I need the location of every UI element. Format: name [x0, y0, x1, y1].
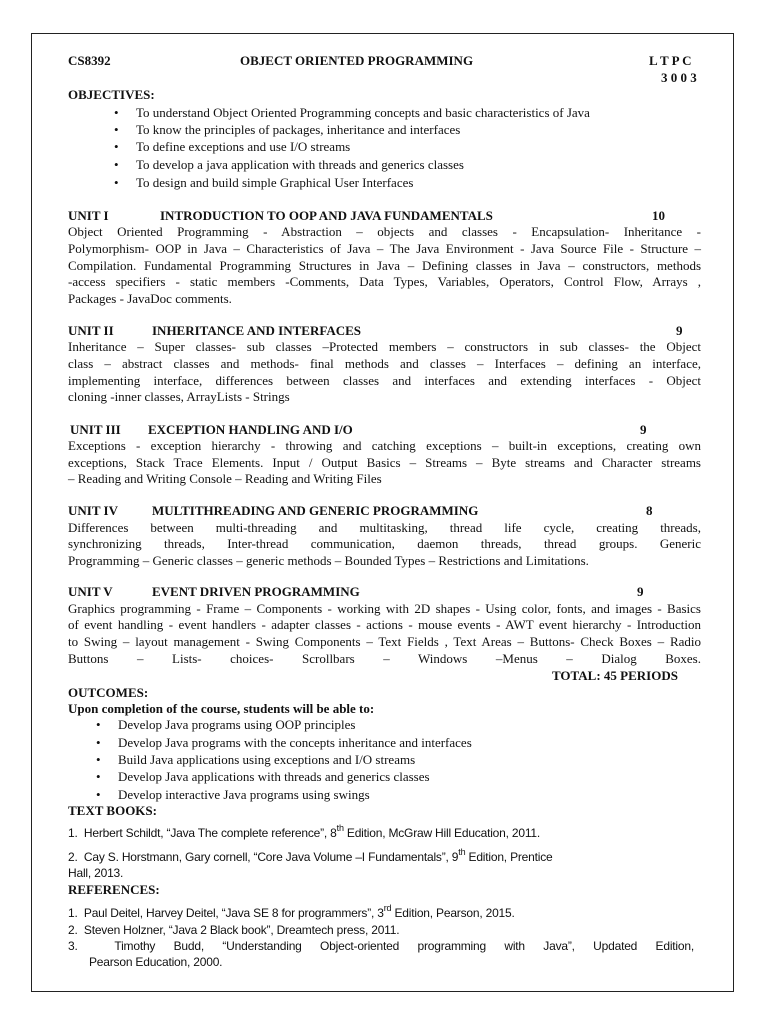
unit-body-line: cloning -inner classes, ArrayLists - Strings: [68, 389, 290, 404]
reference-item-continued: Pearson Education, 2000.: [89, 955, 223, 969]
objectives-heading: OBJECTIVES:: [68, 87, 155, 102]
unit-body-line: class – abstract classes and methods- final methods and classes – Interfaces – defining an interface,: [68, 356, 701, 371]
outcomes-intro: Upon completion of the course, students will be able to:: [68, 701, 375, 716]
course-code: CS8392: [68, 53, 111, 68]
unit-title: INTRODUCTION TO OOP AND JAVA FUNDAMENTALS: [160, 208, 493, 223]
unit-body-line: of event handling - event handlers - adapter classes - actions - mouse events - AWT event hierarchy - Introduction: [68, 617, 701, 632]
outcome-item: • Develop Java programs using OOP principles: [118, 716, 355, 733]
outcome-item: • Develop Java applications with threads and generics classes: [118, 768, 430, 785]
ltpc-label: L T P C: [649, 53, 692, 68]
objective-item: • To design and build simple Graphical User Interfaces: [136, 174, 413, 191]
unit-body-line: -access specifiers - static members -Comments, Data Types, Variables, Operators, Control Flow, Arrays ,: [68, 274, 701, 289]
text-book-item: 1. Herbert Schildt, “Java The complete reference”, 8th Edition, McGraw Hill Education, 2011.: [68, 823, 541, 840]
unit-title: INHERITANCE AND INTERFACES: [152, 323, 361, 338]
ltpc-values: 3 0 0 3: [661, 70, 697, 85]
unit-body-line: Compilation. Fundamental Programming Structures in Java – Defining classes in Java – constructors, methods: [68, 258, 701, 273]
unit-body-line: Inheritance – Super classes- sub classes –Protected members – constructors in sub classes- the Object: [68, 339, 701, 354]
unit-body-line: implementing interface, differences between classes and interfaces and extending interfaces - Object: [68, 373, 701, 388]
unit-body-line: Exceptions - exception hierarchy - throwing and catching exceptions – built-in exceptions, creating own: [68, 438, 701, 453]
unit-hours: 9: [676, 323, 683, 338]
text-book-item-continued: Hall, 2013.: [68, 866, 124, 880]
unit-body-line: Buttons – Lists- choices- Scrollbars – Windows –Menus – Dialog Boxes.: [68, 651, 701, 666]
unit-hours: 9: [640, 422, 647, 437]
course-title: OBJECT ORIENTED PROGRAMMING: [240, 53, 474, 68]
total-periods: TOTAL: 45 PERIODS: [552, 668, 678, 683]
unit-body-line: exceptions, Stack Trace Elements. Input / Output Basics – Streams – Byte streams and Character streams: [68, 455, 701, 470]
objective-item: • To understand Object Oriented Programming concepts and basic characteristics of Java: [136, 104, 590, 121]
unit-label: UNIT I: [68, 208, 109, 223]
unit-label: UNIT III: [70, 422, 121, 437]
objective-item: • To develop a java application with threads and generics classes: [136, 156, 464, 173]
unit-label: UNIT IV: [68, 503, 118, 518]
reference-item: 3. Timothy Budd, “Understanding Object-oriented programming with Java”, Updated Edition,: [68, 939, 694, 953]
unit-body-line: – Reading and Writing Console – Reading and Writing Files: [68, 471, 382, 486]
unit-title: EXCEPTION HANDLING AND I/O: [148, 422, 353, 437]
unit-body-line: synchronizing threads, Inter-thread communication, daemon threads, thread groups. Generic: [68, 536, 701, 551]
outcome-item: • Develop Java programs with the concepts inheritance and interfaces: [118, 734, 472, 751]
unit-label: UNIT V: [68, 584, 113, 599]
unit-body-line: Differences between multi-threading and multitasking, thread life cycle, creating threads,: [68, 520, 701, 535]
unit-body-line: Packages - JavaDoc comments.: [68, 291, 232, 306]
unit-label: UNIT II: [68, 323, 114, 338]
unit-hours: 8: [646, 503, 653, 518]
unit-hours: 10: [652, 208, 665, 223]
reference-item: 1. Paul Deitel, Harvey Deitel, “Java SE 8 for programmers”, 3rd Edition, Pearson, 2015.: [68, 903, 515, 920]
unit-body-line: to Swing – layout management - Swing Components – Text Fields , Text Areas – Buttons- Check Boxes – Radio: [68, 634, 701, 649]
unit-body-line: Polymorphism- OOP in Java – Characteristics of Java – The Java Environment - Java Source File - Structure –: [68, 241, 701, 256]
unit-title: EVENT DRIVEN PROGRAMMING: [152, 584, 360, 599]
unit-body-line: Graphics programming - Frame – Components - working with 2D shapes - Using color, fonts, and images - Basics: [68, 601, 701, 616]
unit-hours: 9: [637, 584, 644, 599]
objective-item: • To know the principles of packages, inheritance and interfaces: [136, 121, 460, 138]
reference-item: 2. Steven Holzner, “Java 2 Black book”, Dreamtech press, 2011.: [68, 923, 400, 937]
objective-item: • To define exceptions and use I/O streams: [136, 138, 350, 155]
outcome-item: • Develop interactive Java programs using swings: [118, 786, 370, 803]
text-book-item: 2. Cay S. Horstmann, Gary cornell, “Core Java Volume –I Fundamentals”, 9th Edition, Prentice: [68, 847, 553, 864]
unit-body-line: Object Oriented Programming - Abstraction – objects and classes - Encapsulation- Inheritance -: [68, 224, 701, 239]
unit-title: MULTITHREADING AND GENERIC PROGRAMMING: [152, 503, 479, 518]
unit-body-line: Programming – Generic classes – generic methods – Bounded Types – Restrictions and Limitations.: [68, 553, 589, 568]
text-books-heading: TEXT BOOKS:: [68, 803, 157, 818]
references-heading: REFERENCES:: [68, 882, 160, 897]
outcomes-heading: OUTCOMES:: [68, 685, 149, 700]
outcome-item: • Build Java applications using exceptions and I/O streams: [118, 751, 415, 768]
